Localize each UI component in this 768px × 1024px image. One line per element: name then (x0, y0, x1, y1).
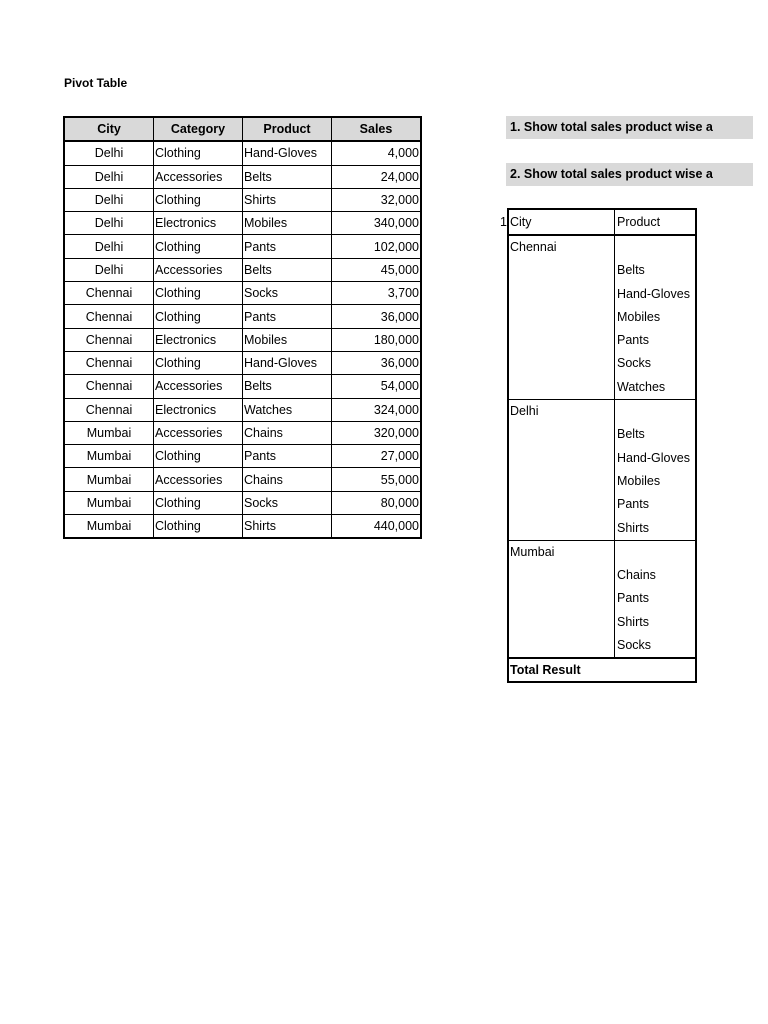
cell-category[interactable]: Accessories (154, 468, 243, 491)
cell-sales[interactable]: 27,000 (332, 445, 422, 468)
header-sales[interactable]: Sales (332, 117, 422, 141)
table-row (64, 305, 421, 328)
cell-sales[interactable]: 36,000 (332, 305, 422, 328)
cell-product[interactable]: Socks (243, 491, 332, 514)
cell-sales[interactable]: 80,000 (332, 491, 422, 514)
cell-sales[interactable]: 4,000 (332, 141, 422, 165)
cell-product[interactable]: Shirts (243, 188, 332, 211)
header-city[interactable]: City (64, 117, 154, 141)
table-row (64, 491, 421, 514)
pivot-header-row (509, 210, 695, 236)
cell-city[interactable]: Mumbai (64, 491, 154, 514)
cell-product[interactable]: Socks (243, 282, 332, 305)
header-category[interactable]: Category (154, 117, 243, 141)
pivot-city-cell (509, 236, 615, 399)
cell-category[interactable]: Clothing (154, 445, 243, 468)
table-row (64, 141, 421, 165)
pivot-product-label[interactable]: Chains (617, 568, 656, 583)
pivot-product-cell (615, 541, 695, 657)
cell-category[interactable]: Accessories (154, 258, 243, 281)
table-row (64, 212, 421, 235)
pivot-total-result[interactable]: Total Result (509, 657, 695, 681)
cell-city[interactable]: Delhi (64, 258, 154, 281)
table-row (64, 445, 421, 468)
cell-category[interactable]: Electronics (154, 212, 243, 235)
cell-city[interactable]: Delhi (64, 141, 154, 165)
cell-sales[interactable]: 324,000 (332, 398, 422, 421)
cell-sales[interactable]: 54,000 (332, 375, 422, 398)
cell-sales[interactable]: 3,700 (332, 282, 422, 305)
table-row (64, 515, 421, 539)
pivot-group (509, 541, 695, 658)
cell-city[interactable]: Delhi (64, 188, 154, 211)
table-row (64, 421, 421, 444)
table-header-row (64, 117, 421, 141)
pivot-product-cell (615, 400, 695, 540)
cell-sales[interactable]: 36,000 (332, 351, 422, 374)
cell-product[interactable]: Chains (243, 421, 332, 444)
question-1[interactable]: 1. Show total sales product wise a (506, 116, 753, 139)
cell-sales[interactable]: 340,000 (332, 212, 422, 235)
table-row (64, 468, 421, 491)
cell-category[interactable]: Clothing (154, 235, 243, 258)
header-product[interactable]: Product (243, 117, 332, 141)
cell-category[interactable]: Clothing (154, 491, 243, 514)
table-row (64, 351, 421, 374)
pivot-product-cell (615, 236, 695, 399)
pivot-product-label[interactable]: Pants (617, 591, 649, 606)
pivot-product-label[interactable]: Pants (617, 333, 649, 348)
cell-category[interactable]: Clothing (154, 188, 243, 211)
question-2[interactable]: 2. Show total sales product wise a (506, 163, 753, 186)
table-row (64, 165, 421, 188)
table-row (64, 398, 421, 421)
cell-sales[interactable]: 440,000 (332, 515, 422, 539)
cell-product[interactable]: Pants (243, 235, 332, 258)
pivot-product-label[interactable]: Shirts (617, 614, 649, 629)
cell-category[interactable]: Clothing (154, 351, 243, 374)
pivot-city-label[interactable]: Mumbai (510, 544, 555, 559)
cell-category[interactable]: Clothing (154, 515, 243, 539)
table-row (64, 188, 421, 211)
pivot-product-label[interactable]: Hand-Gloves (617, 450, 690, 465)
cell-category[interactable]: Accessories (154, 375, 243, 398)
pivot-city-cell (509, 541, 615, 657)
cell-product[interactable]: Belts (243, 165, 332, 188)
pivot-product-label[interactable]: Pants (617, 497, 649, 512)
cell-sales[interactable]: 32,000 (332, 188, 422, 211)
pivot-product-label[interactable]: Socks (617, 638, 652, 653)
pivot-header-city[interactable]: City (509, 210, 615, 234)
pivot-table (507, 208, 697, 683)
pivot-group (509, 400, 695, 541)
cell-product[interactable]: Watches (243, 398, 332, 421)
cell-city[interactable]: Chennai (64, 351, 154, 374)
cell-category[interactable]: Clothing (154, 141, 243, 165)
cell-product[interactable]: Chains (243, 468, 332, 491)
cell-city[interactable]: Chennai (64, 328, 154, 351)
pivot-product-label[interactable]: Socks (617, 356, 652, 371)
cell-product[interactable]: Hand-Gloves (243, 141, 332, 165)
cell-product[interactable]: Pants (243, 445, 332, 468)
cell-sales[interactable]: 55,000 (332, 468, 422, 491)
sales-data-table (63, 116, 422, 539)
cell-product[interactable]: Mobiles (243, 212, 332, 235)
pivot-city-label[interactable]: Delhi (510, 404, 539, 419)
cell-sales[interactable]: 24,000 (332, 165, 422, 188)
cell-city[interactable]: Chennai (64, 398, 154, 421)
pivot-product-label[interactable]: Hand-Gloves (617, 286, 690, 301)
cell-category[interactable]: Electronics (154, 328, 243, 351)
cell-product[interactable]: Hand-Gloves (243, 351, 332, 374)
pivot-product-label[interactable]: Mobiles (617, 473, 661, 488)
table-row (64, 258, 421, 281)
pivot-city-cell (509, 400, 615, 540)
pivot-product-label[interactable]: Belts (617, 427, 645, 442)
cell-product[interactable]: Shirts (243, 515, 332, 539)
cell-city[interactable]: Chennai (64, 305, 154, 328)
cell-sales[interactable]: 320,000 (332, 421, 422, 444)
cell-city[interactable]: Mumbai (64, 468, 154, 491)
cell-city[interactable]: Mumbai (64, 421, 154, 444)
cell-city[interactable]: Delhi (64, 212, 154, 235)
cell-city[interactable]: Mumbai (64, 515, 154, 539)
pivot-group (509, 236, 695, 400)
page-title: Pivot Table (64, 76, 128, 90)
table-row (64, 235, 421, 258)
cell-category[interactable]: Accessories (154, 421, 243, 444)
pivot-product-label[interactable]: Watches (617, 379, 666, 394)
row-number: 1 (500, 215, 507, 229)
pivot-product-label[interactable]: Belts (617, 263, 645, 278)
cell-sales[interactable]: 45,000 (332, 258, 422, 281)
pivot-product-label[interactable]: Shirts (617, 520, 649, 535)
cell-sales[interactable]: 180,000 (332, 328, 422, 351)
cell-product[interactable]: Belts (243, 375, 332, 398)
cell-product[interactable]: Belts (243, 258, 332, 281)
table-row (64, 282, 421, 305)
cell-category[interactable]: Clothing (154, 305, 243, 328)
table-row (64, 328, 421, 351)
cell-city[interactable]: Delhi (64, 235, 154, 258)
cell-product[interactable]: Mobiles (243, 328, 332, 351)
cell-city[interactable]: Mumbai (64, 445, 154, 468)
cell-category[interactable]: Electronics (154, 398, 243, 421)
cell-city[interactable]: Chennai (64, 375, 154, 398)
cell-sales[interactable]: 102,000 (332, 235, 422, 258)
table-row (64, 375, 421, 398)
cell-city[interactable]: Delhi (64, 165, 154, 188)
pivot-product-label[interactable]: Mobiles (617, 309, 661, 324)
pivot-header-product[interactable]: Product (617, 215, 661, 229)
pivot-city-label[interactable]: Chennai (510, 240, 557, 254)
cell-category[interactable]: Accessories (154, 165, 243, 188)
cell-city[interactable]: Chennai (64, 282, 154, 305)
cell-product[interactable]: Pants (243, 305, 332, 328)
cell-category[interactable]: Clothing (154, 282, 243, 305)
